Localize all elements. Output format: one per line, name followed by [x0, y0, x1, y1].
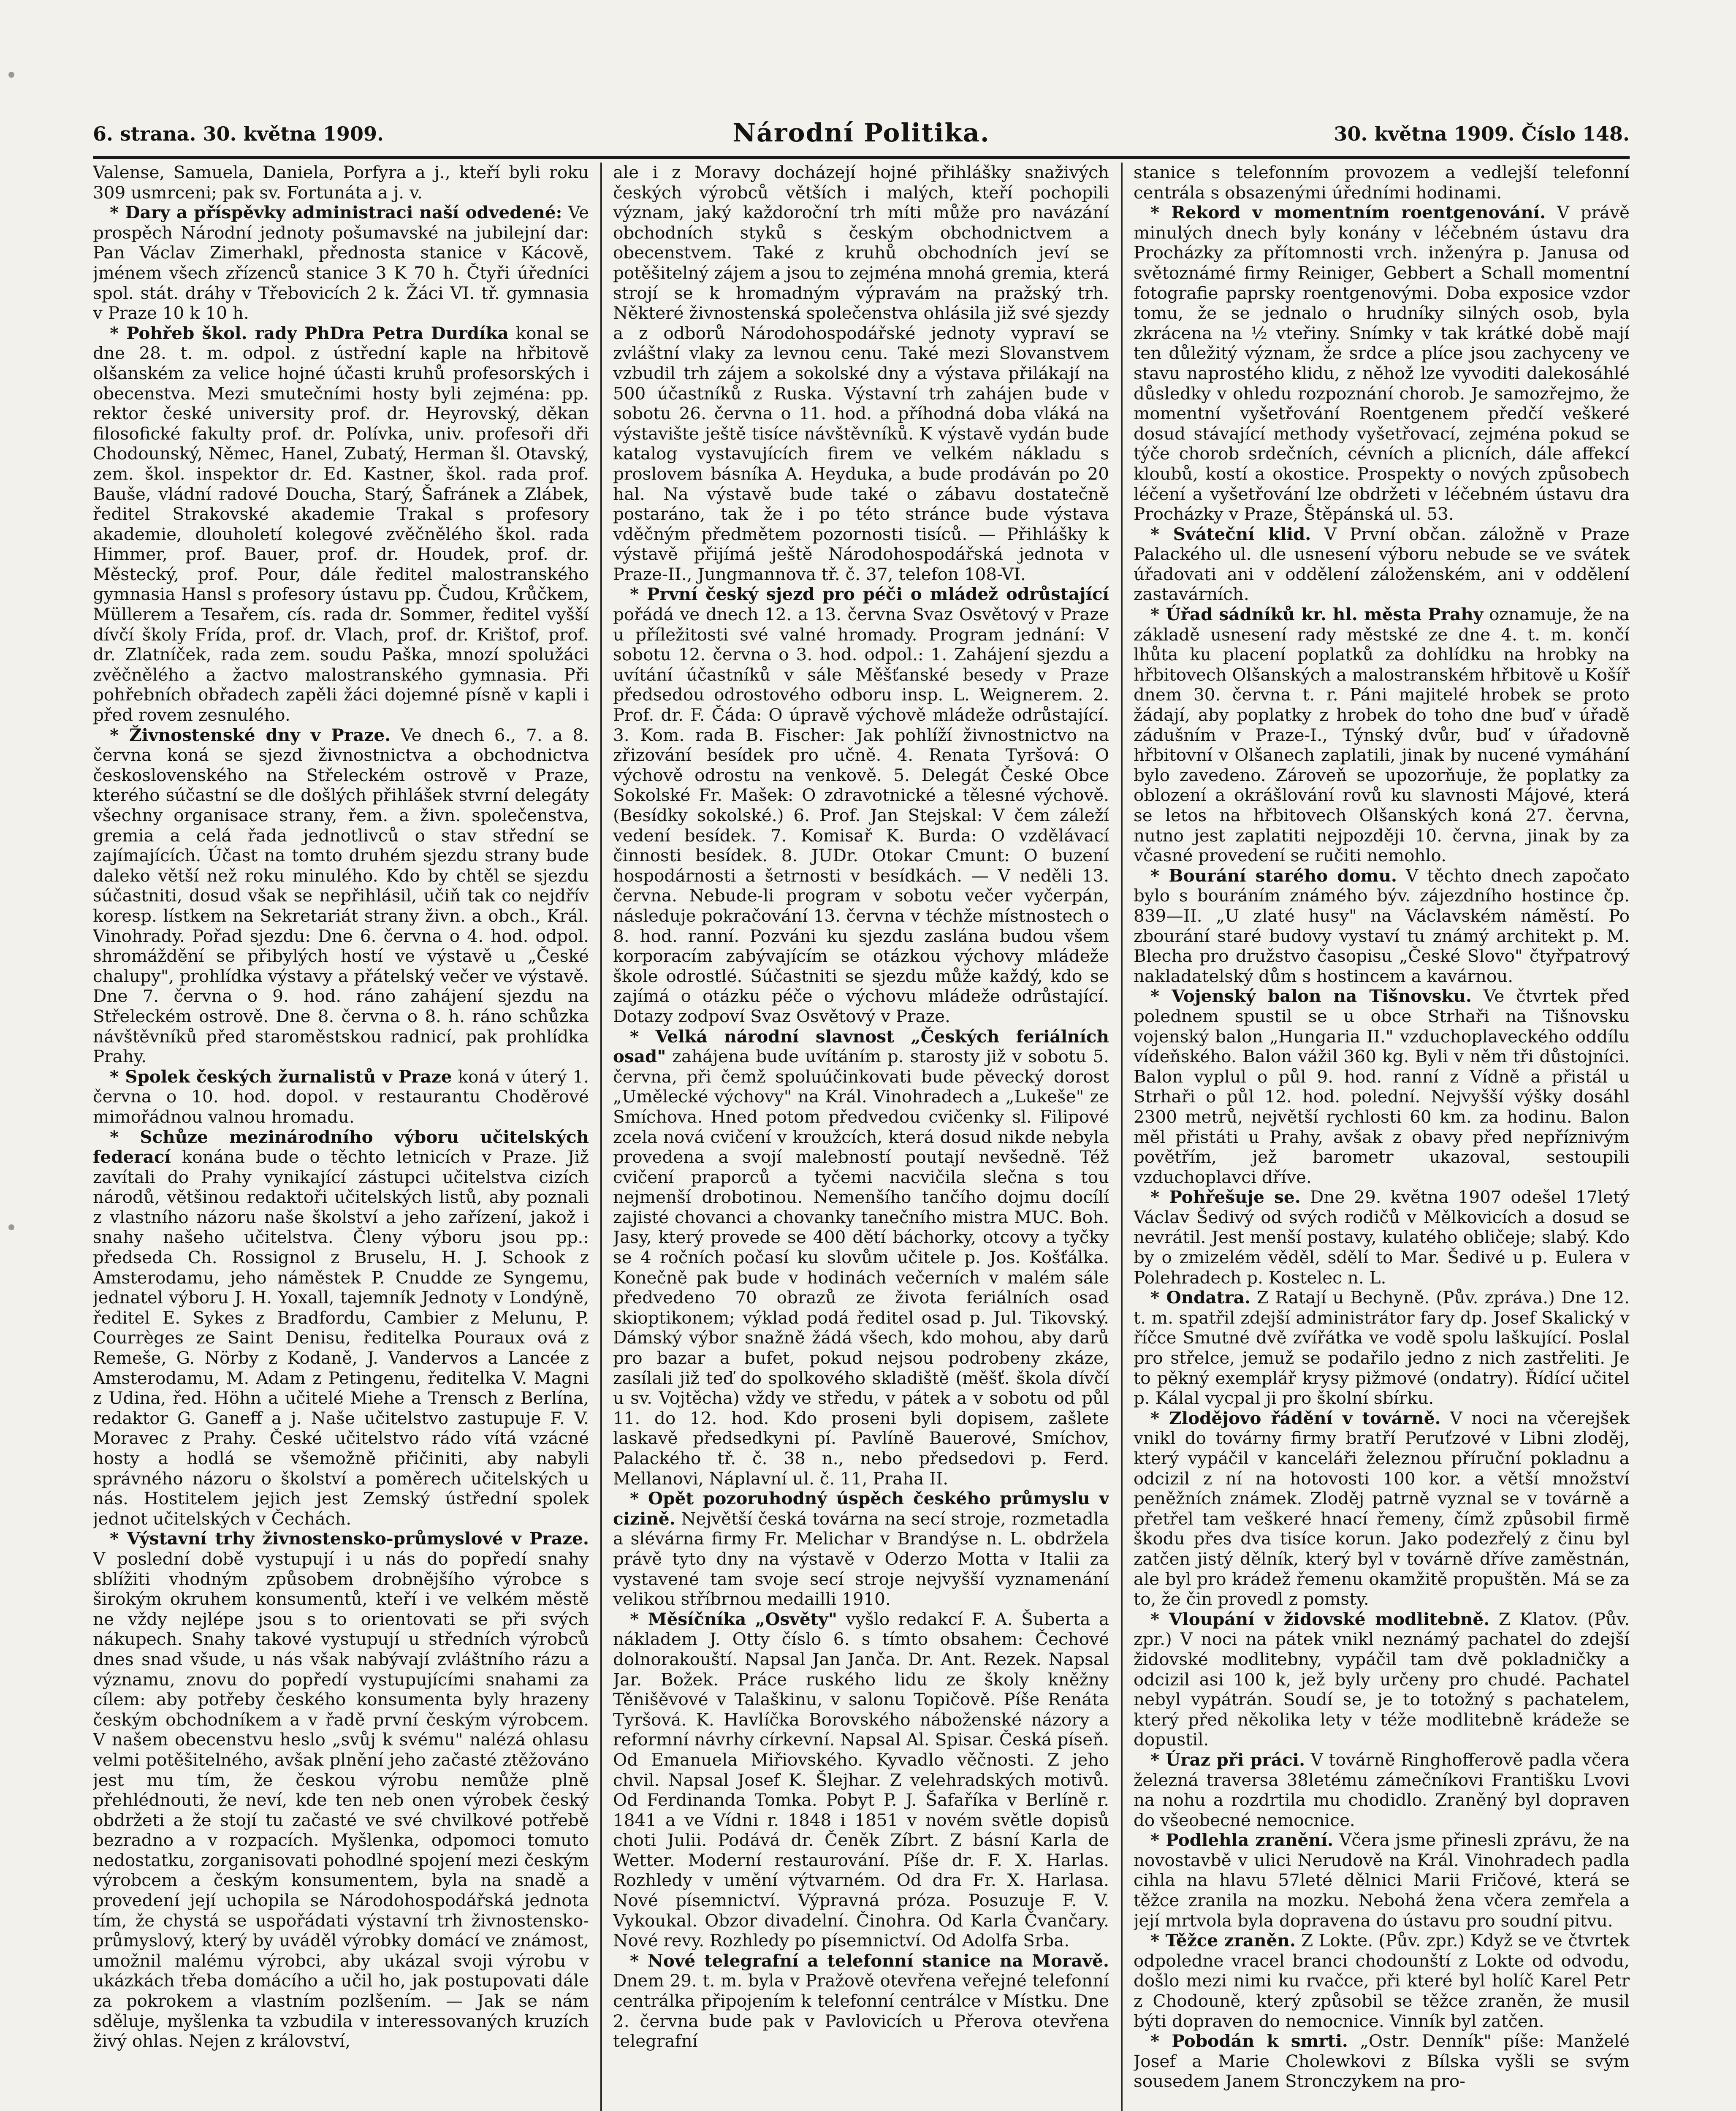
article-paragraph	[613, 1609, 1109, 1951]
page-header	[93, 114, 1630, 152]
article-heading: * Podlehla zranění.	[1150, 1830, 1334, 1851]
column-1	[93, 163, 589, 2111]
masthead-title: Národní Politika.	[732, 118, 990, 148]
article-heading: * Zlodějovo řádění v továrně.	[1150, 1408, 1441, 1428]
article-paragraph	[93, 203, 589, 323]
article-text: Největší česká továrna na secí stroje, rozmetadla a slévárna firmy Fr. Melichar v Brandýse n. L. obdržela právě tyto dny na výstavě v Oderzo Motta v Italii za vystavené tam svoje secí stroje nejvyšší vyznamenání velikou stříbrnou medailli 1910.	[613, 1508, 1109, 1609]
header-rule	[93, 156, 1630, 159]
article-text: oznamuje, že na základě usnesení rady městské ze dne 4. t. m. končí lhůta ku placení poplatků za dohlídku na hrobky na hřbitovech Olšanských a malostranském hřbitově u Košíř dnem 30. června t. r. Páni majitelé hrobek se proto žádají, aby poplatky z hrobek do toho dne buď v úřadě zádušním v Praze-I., Týnský dvůr, buď v úřadovně hřbitovní v Olšanech zaplatili, jinak by nucené vymáhání bylo zavedeno. Zároveň se upozorňuje, že poplatky za oblození a okrášlování rovů ku slavnosti Májové, která se letos na hřbitovech Olšanských koná 27. června, nutno jest zaplatiti nejpozději 10. června, jinak by za včasné provedení se ručiti nemohlo.	[1134, 604, 1630, 866]
article-heading: * Dary a příspěvky administraci naší odvedené:	[110, 202, 562, 223]
article-heading: * Nové telegrafní a telefonní stanice na Moravě.	[630, 1950, 1109, 1971]
newspaper-page	[93, 114, 1630, 2111]
article-paragraph	[1134, 203, 1630, 524]
article-text: ale i z Moravy docházejí hojné přihlášky snaživých českých výrobců větších i malých, kteří pochopili význam, jaký každoroční trh míti může pro navázání obchodních styků s českým obchodnictvem a obecenstvem. Také z kruhů obchodních jeví se potěšitelný zájem a jsou to zejména mnohá gremia, která strojí se k hromadným výpravám na pražský trh. Některé živnostenská společenstva ohlásila již své sjezdy a z odborů Národohospodářské jednoty vypraví se zvláštní vlaky za levnou cenu. Také mezi Slovanstvem vzbudil trh zájem a sokolské dny a výstava přilákají na 500 účastníků z Ruska. Výstavní trh zahájen bude v sobotu 26. června o 11. hod. a příhodná doba vláká na výstavište ještě tisíce návštěvníků. K výstavě vydán bude katalog vystavujících firem ve velkém nákladu s proslovem básníka A. Heyduka, a bude prodáván po 20 hal. Na výstavě bude také o zábavu dostatečně postaráno, tak že i po této stránce bude výstava vděčným předmětem pozornosti tisíců. — Přihlášky k výstavě přijímá ještě Národohospodářská jednota v Praze-II., Jungmannova tř. č. 37, telefon 108-VI.	[613, 163, 1109, 584]
article-paragraph	[1134, 1408, 1630, 1609]
article-text: V právě minulých dnech byly konány v léčebném ústavu dra Procházky za přítomnosti vrch. inženýra p. Janusa od světoznámé firmy Reiniger, Gebbert a Schall momentní fotografie paprsky roentgenovými. Doba exposice vzdor tomu, že se jednalo o hrudníky silných osob, byla zkrácena na ½ vteřiny. Snímky v tak krátké době mají ten důležitý význam, že srdce a plíce jsou zachyceny ve stavu naprostého klidu, z něhož lze vyvoditi dalekosáhlé důsledky v ohledu rozpoznání chorob. Je samozřejmo, že momentní vyšetřování Roentgenem předčí veškeré dosud stávající methody vyšetřovací, zejména pokud se týče chorob srdečních, cévních a plicních, dále affekcí kloubů, kostí a okostice. Prospekty o nových způsobech léčení a vyšetřování lze obdržeti v léčebném ústavu dra Procházky v Praze, Štěpánská ul. 53.	[1134, 202, 1630, 524]
article-heading: * Rekord v momentním roentgenování.	[1150, 202, 1546, 223]
article-paragraph	[93, 1127, 589, 1529]
article-paragraph	[613, 1027, 1109, 1489]
column-3	[1134, 163, 1630, 2111]
article-paragraph	[93, 1529, 589, 2051]
article-text: Dnem 29. t. m. byla v Pražově otevřena veřejné telefonní centrálka připojením k telefonní centrálce v Místku. Dne 2. června bude pak v Pavlovicích u Přerova otevřena telegrafní	[613, 1970, 1109, 2051]
article-heading: * Opět pozoruhodný úspěch českého průmyslu v cizině.	[613, 1488, 1109, 1529]
article-paragraph	[1134, 866, 1630, 987]
binding-hole	[8, 1224, 14, 1230]
article-text: Z Lokte. (Pův. zpr.) Když se ve čtvrtek odpoledne vracel branci chodounští z Lokte od odvodu, došlo mezi nimi ku rvačce, při které byl holíč Karel Petr z Chodouně, který způsobil se těžce zraněn, že musil býti dopraven do nemocnice. Vinník byl zatčen.	[1134, 1930, 1630, 2031]
article-paragraph	[1134, 605, 1630, 866]
column-2	[613, 163, 1109, 2111]
article-paragraph	[1134, 1609, 1630, 1750]
article-paragraph	[613, 584, 1109, 1026]
article-heading: * Živnostenské dny v Praze.	[110, 724, 391, 745]
article-heading: * Spolek českých žurnalistů v Praze	[110, 1066, 452, 1087]
article-text: zahájena bude uvítáním p. starosty již v sobotu 5. června, při čemž spoluúčinkovati bude pěvecký dorost „Umělecké výchovy" na Král. Vinohradech a „Lukeše" ze Smíchova. Hned potom předvedou cvičenky sl. Filipové zcela nová cvičení v kroužcích, která dosud nikde nebyla provedena a svojí malebností poutají nevšedně. Též cvičení praporců a tyčemi nacvičila slečna s tou nejmenší drobotinou. Nemenšího tančího dojmu docílí zajisté chovanci a chovanky tanečního mistra MUC. Boh. Jasy, který provede se 400 dětí báchorky, otcovy a tyčky se 4 ročních počasí ku slovům učitele p. Jos. Košťálka. Konečně pak bude v hodinách večerních v malém sále předvedeno 70 obrazů ze života feriálních osad skioptikonem; výklad podá ředitel osad p. Jul. Tikovský. Dámský výbor snažně žádá všech, kdo mohou, aby darů pro bazar a bufet, pokud nejsou podrobeny zkáze, zasílali již teď do spolkového skladiště (měšť. škola dívčí u sv. Vojtěcha) vždy ve středu, v pátek a v sobotu od půl 11. do 12. hod. Kdo proseni byli dopisem, zašlete laskavě předsedkyni pí. Pavlíně Bauerové, Smíchov, Palackého tř. č. 38 n., nebo předsedovi p. Ferd. Mellanovi, Náplavní ul. č. 11, Praha II.	[613, 1046, 1109, 1489]
header-date-issue: 30. května 1909. Číslo 148.	[1334, 122, 1630, 145]
binding-hole	[8, 72, 14, 78]
article-heading: * Výstavní trhy živnostensko-průmyslové v Praze.	[110, 1528, 589, 1549]
article-heading: * Pohřeb škol. rady PhDra Petra Durdíka	[110, 323, 509, 343]
article-heading: * Těžce zraněn.	[1150, 1930, 1296, 1951]
article-text: V noci na včerejšek vnikl do továrny firmy bratří Peruťzové v Libni zloděj, který vypáčil v kanceláři železnou příruční pokladnu a odcizil z ní na hotovosti 100 kor. a větší množství peněžních známek. Zloděj patrně vyznal se v továrně a přetřel tam veškeré hnací řemeny, čímž způsobil firmě škodu přes dva tisíce korun. Jako podezřelý z činu byl zatčen jistý dělník, který byl v továrně dříve zaměstnán, ale byl pro krádež řemenu okamžitě propuštěn. Má se za to, že čin provedl z pomsty.	[1134, 1408, 1630, 1609]
article-paragraph	[1134, 163, 1630, 203]
article-text: koná v úterý 1. června o 10. hod. dopol. v restaurantu Choděrové mimořádnou valnou hromadu.	[93, 1066, 589, 1127]
article-paragraph	[1134, 1750, 1630, 1830]
article-text: Ve dnech 6., 7. a 8. června koná se sjezd živnostnictva a obchodnictva československého na Střeleckém ostrově v Praze, kterého súčastní se dle došlých přihlášek stvrní delegáty všechny organisace strany, řem. a živn. společenstva, gremia a celá řada jednotlivců o stav střední se zajímajících. Účast na tomto druhém sjezdu strany bude daleko větší než roku minulého. Kdo by chtěl se sjezdu súčastniti, dosud však se nepřihlásil, učiň tak co nejdřív koresp. lístkem na Sekretariát strany živn. a obch., Král. Vinohrady. Pořad sjezdu: Dne 6. června o 4. hod. odpol. shromáždění se přibylých hostí ve výstavě u „České chalupy", prohlídka výstavy a přátelský večer ve výstavě. Dne 7. června o 9. hod. ráno zahájení sjezdu na Střeleckém ostrově. Dne 8. června o 8. h. ráno schůzka návštěvníků před staroměstskou radnicí, pak prohlídka Prahy.	[93, 724, 589, 1067]
article-text: konal se dne 28. t. m. odpol. z ústřední kaple na hřbitově olšanském za velice hojné účasti kruhů profesorských i obecenstva. Mezi smutečními hosty byli zejména: pp. rektor české university prof. dr. Heyrovský, děkan filosofické fakulty prof. dr. Polívka, univ. profesoři dři Chodounský, Němec, Hanel, Zubatý, Herman šl. Otavský, zem. škol. inspektor dr. Ed. Kastner, škol. rada prof. Bauše, vládní radové Doucha, Starý, Šafránek a Zlábek, ředitel Strakovské akademie Trakal s profesory akademie, dlouholetí kolegové zvěčnělého škol. rada Himmer, prof. Bauer, prof. dr. Houdek, prof. dr. Městecký, prof. Pour, dále ředitel malostranského gymnasia Hansl s profesory ústavu pp. Čudou, Krůčkem, Müllerem a Tesařem, cís. rada dr. Sommer, ředitel vyšší dívčí školy Frída, prof. dr. Vlach, prof. dr. Krištof, prof. dr. Zlatníček, rada zem. soudu Paška, mnozí spolužáci zvěčnělého a žactvo malostranského gymnasia. Při pohřebních obřadech zapěli žáci dojemné písně v kapli i před rovem zesnulého.	[93, 323, 589, 725]
article-text: stanice s telefonním provozem a vedlejší telefonní centrála s obsazenými úředními hodinami.	[1134, 163, 1630, 203]
article-text: V továrně Ringhofferově padla včera železná traversa 38letému zámečníkovi Františku Lvovi na nohu a rozdrtila mu chodidlo. Zraněný byl dopraven do všeobecné nemocnice.	[1134, 1749, 1630, 1830]
article-paragraph	[1134, 524, 1630, 605]
article-paragraph	[1134, 2031, 1630, 2092]
article-paragraph	[93, 323, 589, 725]
article-heading: * Měsíčníka „Osvěty"	[630, 1609, 837, 1629]
column-divider	[600, 163, 602, 2111]
article-paragraph	[1134, 1931, 1630, 2031]
article-text: Z Ratají u Bechyně. (Pův. zpráva.) Dne 12. t. m. spatřil zdejší administrátor fary dp. Josef Skalický v říčce Smutné dvě zvířátka ve vodě spolu laškující. Poslal pro střelce, jemuž se podařilo jedno z nich zastřeliti. Je to pěkný exemplář krysy pižmové (ondatry). Řídící učitel p. Kálal vycpal ji pro školní sbírku.	[1134, 1287, 1630, 1408]
article-paragraph	[93, 725, 589, 1067]
article-paragraph	[1134, 1288, 1630, 1408]
article-heading: * Úraz při práci.	[1150, 1749, 1305, 1770]
article-heading: * Ondatra.	[1150, 1287, 1251, 1308]
article-heading: * Úřad sádníků kr. hl. města Prahy	[1150, 604, 1484, 625]
article-text: V První občan. záložně v Praze Palackého ul. dle usnesení výboru nebude se ve svátek úřadovati ani v oddělení záloženském, ani v oddělení zastavárních.	[1134, 524, 1630, 605]
article-text: konána bude o těchto letnicích v Praze. Již zavítali do Prahy vynikající zástupci učitelstva cizích národů, většinou redaktoři učitelských listů, aby poznali z vlastního názoru naše školství a jeho zařízení, jakož i snahy našeho učitelstva. Členy výboru jsou pp.: předseda Ch. Rossignol z Bruselu, H. J. Schook z Amsterodamu, jeho náměstek P. Cnudde ze Syngemu, jednatel výboru J. H. Yoxall, tajemník Jednoty v Londýně, ředitel E. Sykes z Bradfordu, Cambier z Melunu, P. Courrèges ze Saint Denisu, ředitelka Pouraux ová z Remeše, G. Nörby z Kodaně, J. Vandervos a Lancée z Amsterodamu, M. Adam z Petingenu, ředitelka V. Magni z Udina, řed. Höhn a učitelé Miehe a Trensch z Berlína, redaktor G. Ganeff a j. Naše učitelstvo zastupuje F. V. Moravec z Prahy. České učitelstvo rádo vítá vzácné hosty a hodlá se všemožně přičiniti, aby nabyli správného názoru o školství a poměrech učitelských u nás. Hostitelem jejich jest Zemský ústřední spolek jednot učitelských v Čechách.	[93, 1147, 589, 1529]
article-text: Dne 29. května 1907 odešel 17letý Václav Šedivý od svých rodičů v Mělkovicích a dosud se nevrátil. Jest menší postavy, kulatého obličeje; slabý. Kdo by o zmizelém věděl, sdělí to Mar. Šedivé u p. Eulera v Polehradech p. Kostelec n. L.	[1134, 1187, 1630, 1288]
article-paragraph	[93, 163, 589, 203]
article-text: Valense, Samuela, Daniela, Porfyra a j., kteří byli roku 309 usmrceni; pak sv. Fortunáta a j. v.	[93, 163, 589, 203]
article-paragraph	[93, 1067, 589, 1127]
article-heading: * Schůze mezinárodního výboru učitelských federací	[93, 1126, 589, 1167]
article-paragraph	[1134, 1187, 1630, 1288]
article-text: Ve čtvrtek před polednem spustil se u obce Strhaři na Tišnovsku vojenský balon „Hungaria II." vzduchoplaveckého oddílu vídeňského. Balon vážil 360 kg. Byli v něm tři důstojníci. Balon vyplul o půl 9. hod. ranní z Vídně a přistál u Strhaři o půl 12. hod. polední. Nejvyšší výšky dosáhl 2300 metrů, největší rychlosti 60 km. za hodinu. Balon měl přistáti u Prahy, avšak z obavy před nepříznivým povětřím, jež barometr ukazoval, sestoupili vzduchoplavci dříve.	[1134, 986, 1630, 1187]
article-text: Včera jsme přinesli zprávu, že na novostavbě v ulici Nerudově na Král. Vinohradech padla cihla na hlavu 57leté dělnici Marii Fričové, která se těžce zranila na mozku. Nebohá žena včera zemřela a její mrtvola byla dopravena do ústavu pro soudní pitvu.	[1134, 1830, 1630, 1931]
article-text: vyšlo redakcí F. A. Šuberta a nákladem J. Otty číslo 6. s tímto obsahem: Čechové dolnorakouští. Napsal Jan Janča. Dr. Ant. Rezek. Napsal Jar. Božek. Práce ruského lidu ze školy kněžny Těnišěvové v Talaškinu, v salonu Topičově. Píše Renáta Tyršová. K. Havlíčka Borovského náboženské názory a reformní návrhy církevní. Napsal Al. Spisar. Česká píseň. Od Emanuela Miřiovského. Kyvadlo věčnosti. Z jeho chvil. Napsal Josef K. Šlejhar. Z velehradských motivů. Od Ferdinanda Tomka. Pobyt P. J. Šafaříka v Berlíně r. 1841 a ve Vídni r. 1848 i 1851 v novém světle dopisů choti Julii. Podává dr. Čeněk Zíbrt. Z básní Karla de Wetter. Moderní restaurování. Píše dr. F. X. Harlas. Rozhledy v umění výtvarném. Od dra Fr. X. Harlasa. Nové písemnictví. Výpravná próza. Posuzuje F. V. Vykoukal. Obzor divadelní. Činohra. Od Karla Čvančary. Nové revy. Rozhledy po písemnictví. Od Adolfa Srba.	[613, 1609, 1109, 1951]
article-text: „Ostr. Denník" píše: Manželé Josef a Marie Cholewkovi z Bílska vyšli se svým sousedem Janem Stronczykem na pro-	[1134, 2031, 1630, 2092]
article-paragraph	[1134, 1830, 1630, 1931]
article-text: Z Klatov. (Pův. zpr.) V noci na pátek vnikl neznámý pachatel do zdejší židovské modlitebny, vypáčil tam dvě pokladničky a odcizil asi 100 k, jež byly určeny pro chudé. Pachatel nebyl vypátrán. Soudí se, je to totožný s pachatelem, který před několika lety v téže modlitebně krádeže se dopustil.	[1134, 1609, 1630, 1750]
article-text: Ve prospěch Národní jednoty pošumavské na jubilejní dar: Pan Václav Zimerhakl, přednosta stanice v Kácově, jménem všech zřízenců stanice 3 K 70 h. Čtyři úředníci spol. stát. dráhy v Třebovicích 2 k. Žáci VI. tř. gymnasia v Praze 10 k 10 h.	[93, 202, 589, 323]
article-paragraph	[1134, 986, 1630, 1187]
header-page-date: 6. strana. 30. května 1909.	[93, 122, 384, 145]
article-text: V poslední době vystupují i u nás do popředí snahy sblížiti vhodným způsobem drobnějšího výrobce s širokým okruhem konsumentů, kteří i ve velkém městě ne vždy nejlépe jsou s to orientovati se při svých nákupech. Snahy takové vystupují u středních výrobců dnes snad všude, u nás však nabývají zvláštního rázu a významu, znovu do popředí vystupujícími snahami za cílem: aby potřeby českého konsumenta byly hrazeny českým obchodníkem a v řadě první českým výrobcem. V našem obecenstvu heslo „svůj k svému" nalézá ohlasu velmi potěšitelného, avšak plnění jeho začasté ztěžováno jest mu tím, že českou výrobu nemůže plně přehlédnouti, že neví, kde ten neb onen výrobek český obdržeti a že stojí tu začasté ve své chvilkové potřebě bezradno a v rozpacích. Myšlenka, odpomoci tomuto nedostatku, zorganisovati pohodlné spojení mezi českým výrobcem a českým konsumentem, byla na snadě a provedení její uchopila se Národohospodářská jednota tím, že chystá se uspořádati výstavní trh živnostensko-průmyslový, který by uváděl výrobky domácí ve známost, umožnil malému výrobci, aby ukázal svoji výrobu v ukázkách třeba domácího a učil ho, jak postupovati dále za pokrokem a vlastním pozlšením. — Jak se nám sděluje, myšlenka ta vzbudila v interessovaných kruzích živý ohlas. Nejen z království,	[93, 1548, 589, 2051]
article-heading: * Vloupání v židovské modlitebně.	[1150, 1609, 1490, 1629]
article-paragraph	[613, 1489, 1109, 1609]
article-paragraph	[613, 1951, 1109, 2051]
article-heading: * Bourání starého domu.	[1150, 865, 1397, 886]
article-text: V těchto dnech započato bylo s bouráním známého býv. zájezdního hostince čp. 839—II. „U zlaté husy" na Václavském náměstí. Po zbourání staré budovy vystaví tu známý architekt p. M. Blecha pro družstvo časopisu „České Slovo" čtyřpatrový nakladatelský dům s hostincem a kavárnou.	[1134, 865, 1630, 986]
column-divider	[1121, 163, 1123, 2111]
article-heading: * Pobodán k smrti.	[1150, 2031, 1348, 2051]
article-heading: * První český sjezd pro péči o mládež odrůstající	[630, 584, 1109, 605]
article-heading: * Velká národní slavnost „Českých feriálních osad"	[613, 1026, 1109, 1067]
article-paragraph	[613, 163, 1109, 584]
article-heading: * Sváteční klid.	[1150, 524, 1311, 544]
article-heading: * Vojenský balon na Tišnovsku.	[1150, 986, 1472, 1007]
article-heading: * Pohřešuje se.	[1150, 1187, 1301, 1207]
article-text: pořádá ve dnech 12. a 13. června Svaz Osvětový v Praze u příležitosti své valné hromady. Program jednání: V sobotu 12. června o 3. hod. odpol.: 1. Zahájení sjezdu a uvítání účastníků v sále Měšťanské besedy v Praze předsedou odrostového odboru insp. L. Weignerem. 2. Prof. dr. F. Čáda: O úpravě výchově mládeže odrůstající. 3. Kom. rada B. Fischer: Jak pohlíží živnostnictvo na zřizování besídek pro učně. 4. Renata Tyršová: O výchově odrostu na venkově. 5. Delegát České Obce Sokolské Fr. Mašek: O zdravotnické a tělesné výchově. (Besídky sokolské.) 6. Prof. Jan Stejskal: V čem záleží vedení besídek. 7. Komisař K. Burda: O vzdělávací činnosti besídek. 8. JUDr. Otokar Cmunt: O buzení hospodárnosti a šetrnosti v besídkách. — V neděli 13. června. Nebude-li program v sobotu večer vyčerpán, následuje pokračování 13. června v téchže místnostech o 8. hod. ranní. Pozváni ku sjezdu zaslána budou všem korporacím zabývajícím se otázkou výchovy mládeže škole odrostlé. Súčastniti se sjezdu může každý, kdo se zajímá o otázku péče o výchovu mládeže odrůstající. Dotazy zodpoví Svaz Osvětový v Praze.	[613, 604, 1109, 1026]
